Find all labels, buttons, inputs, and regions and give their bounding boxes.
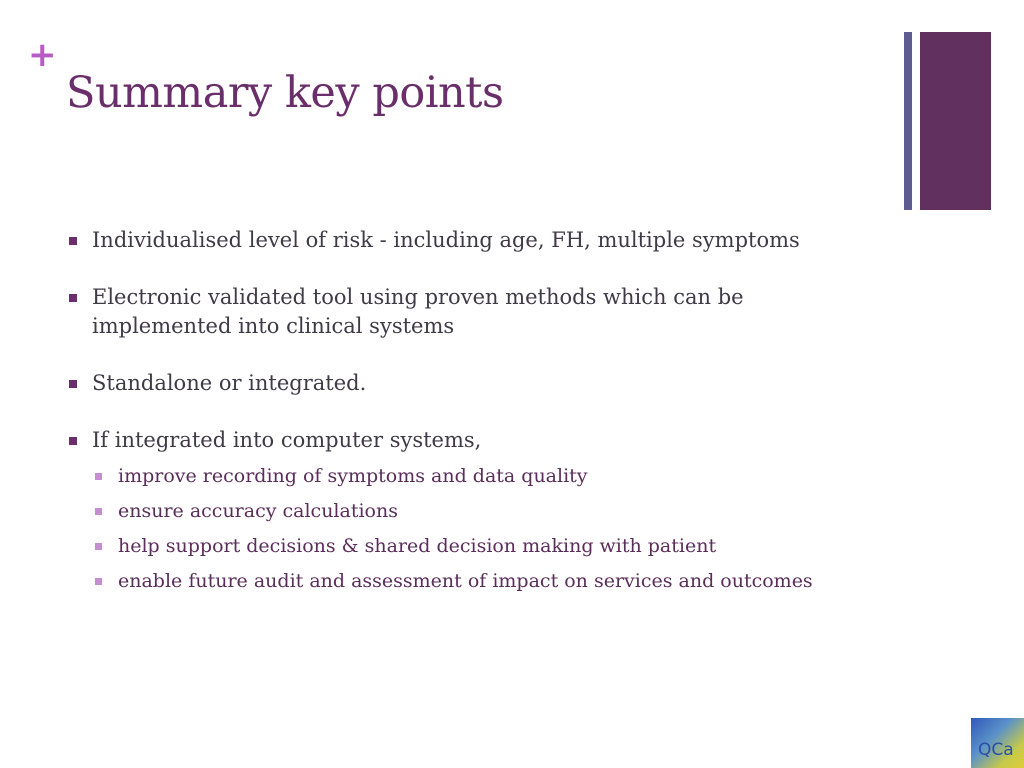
qca-logo [971,718,1024,768]
sub-bullet-item [92,568,866,594]
bullet-item [66,226,866,255]
sub-bullet-text: help support decisions & shared decision making with patient [118,535,717,557]
slide-title: Summary key points [66,68,504,118]
decorative-bar-thin [904,32,912,210]
sub-bullet-item [92,498,866,524]
plus-icon: + [28,35,57,75]
sub-bullet-text: improve recording of symptoms and data quality [118,465,588,487]
bullet-item [66,283,866,341]
square-sub-bullet-icon [95,473,102,480]
square-bullet-icon [69,437,77,445]
square-bullet-icon [69,294,77,302]
qca-logo-text: QCa [978,740,1014,760]
bullet-item [66,369,866,398]
sub-bullet-item [92,463,866,489]
square-sub-bullet-icon [95,508,102,515]
decorative-bar-block [920,32,991,210]
sub-bullet-text: enable future audit and assessment of impact on services and outcomes [118,570,813,592]
bullet-text: Individualised level of risk - including age, FH, multiple symptoms [92,228,800,252]
square-sub-bullet-icon [95,543,102,550]
bullet-item [66,426,866,455]
bullet-text: If integrated into computer systems, [92,428,482,452]
square-bullet-icon [69,380,77,388]
bullet-list [66,226,866,603]
sub-bullet-text: ensure accuracy calculations [118,500,398,522]
bullet-text: Electronic validated tool using proven methods which can be implemented into clinical systems [92,285,744,338]
sub-bullet-item [92,533,866,559]
bullet-text: Standalone or integrated. [92,371,367,395]
square-bullet-icon [69,237,77,245]
square-sub-bullet-icon [95,578,102,585]
